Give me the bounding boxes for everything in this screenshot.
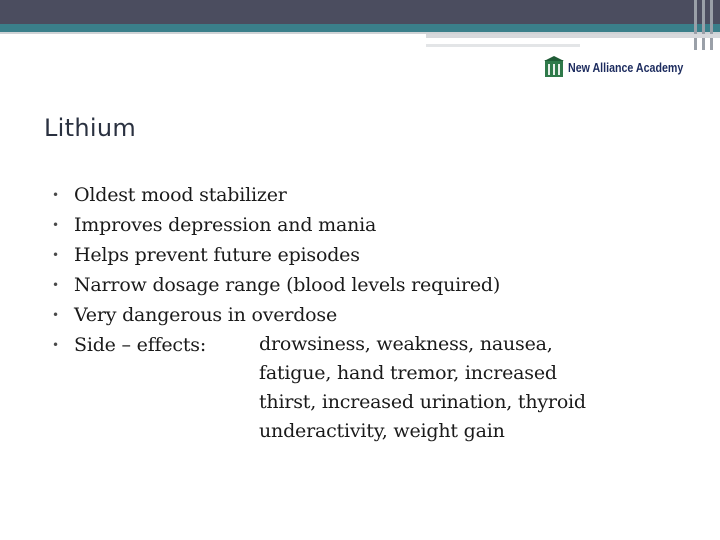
slide-title: Lithium xyxy=(44,114,137,142)
top-bar xyxy=(0,0,720,24)
corner-decoration xyxy=(690,0,720,50)
academy-building-icon xyxy=(544,56,564,78)
top-bar-accent xyxy=(0,24,720,32)
bullet-item: • Oldest mood stabilizer xyxy=(52,180,692,210)
bullet-list xyxy=(52,180,692,446)
header-rule-short xyxy=(426,44,580,47)
bullet-item: • Narrow dosage range (blood levels required) xyxy=(52,270,692,300)
bullet-item: • Helps prevent future episodes xyxy=(52,240,692,270)
header-rule xyxy=(426,34,720,38)
bullet-item-side-effects xyxy=(52,330,692,446)
bullet-item: • Very dangerous in overdose xyxy=(52,300,692,330)
side-effects-label: • Side – effects: xyxy=(74,334,207,356)
bullet-item: • Improves depression and mania xyxy=(52,210,692,240)
logo-text: New Alliance Academy xyxy=(568,59,684,75)
side-effects-text: drowsiness, weakness, nausea, fatigue, hand tremor, increased thirst, increased urination, thyroid underactivity, weight gain xyxy=(259,333,586,442)
logo xyxy=(544,56,709,78)
